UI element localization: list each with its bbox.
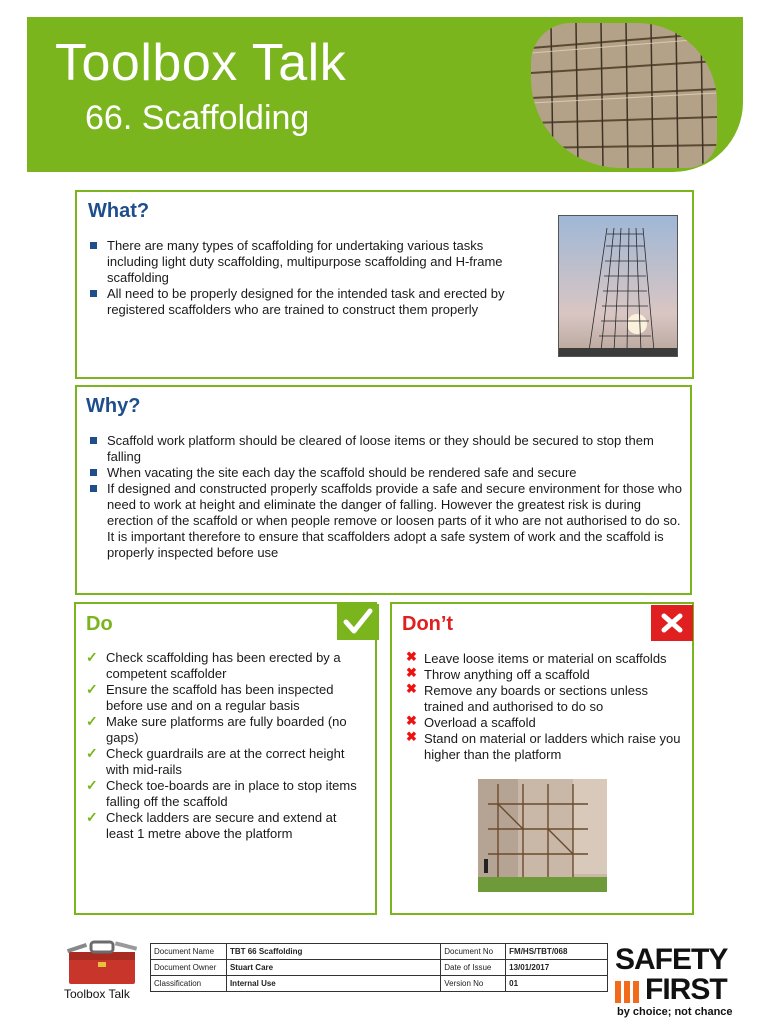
table-cell-value: Internal Use — [226, 976, 440, 992]
brand-stripes-icon — [615, 979, 643, 1003]
cross-icon: ✖ — [406, 713, 417, 728]
list-item: If designed and constructed properly scaffolds provide a safe and secure environment for those who need to work at height and eliminate the danger of falling. However the greatest risk is during erection of the scaffold or when people remove or loosen parts of it who are not authorised to do so. It is important therefore to ensure that scaffolders adopt a safe system of work and the scaffold is properly inspected before use — [87, 481, 685, 561]
list-item: ✓ Check guardrails are at the correct height with mid-rails — [86, 745, 345, 777]
brand-line-1: SAFETY — [615, 943, 728, 976]
dont-panel — [390, 602, 694, 915]
checkmark-icon: ✓ — [86, 745, 98, 761]
unsafe-scaffold-photo — [478, 779, 607, 892]
what-list — [87, 238, 537, 318]
bullet-square-icon — [90, 290, 97, 297]
bullet-square-icon — [90, 469, 97, 476]
brand-tagline: by choice; not chance — [617, 1006, 733, 1018]
table-cell-value: 13/01/2017 — [506, 960, 608, 976]
what-panel — [75, 190, 694, 379]
what-heading: What? — [88, 200, 150, 222]
cross-icon — [659, 611, 685, 635]
checkmark-icon: ✓ — [86, 777, 98, 793]
list-item: ✓ Check scaffolding has been erected by a competent scaffolder — [86, 649, 341, 681]
list-item: ✖ Throw anything off a scaffold — [406, 665, 590, 682]
list-item: ✓ Check ladders are secure and extend at least 1 metre above the platform — [86, 809, 337, 841]
brand-line-2: FIRST — [645, 973, 727, 1006]
list-item: All need to be properly designed for the intended task and erected by registered scaffolders who are trained to construct them properly — [87, 286, 537, 318]
list-item: ✓ Make sure platforms are fully boarded (no gaps) — [86, 713, 347, 745]
table-cell-label: Version No — [441, 976, 506, 992]
list-item: ✖ Overload a scaffold — [406, 713, 536, 730]
table-row — [151, 960, 608, 976]
document-info-table — [150, 943, 608, 992]
bullet-square-icon — [90, 437, 97, 444]
table-cell-value: Stuart Care — [226, 960, 440, 976]
safety-first-logo — [615, 944, 751, 1024]
checkmark-icon: ✓ — [86, 809, 98, 825]
toolbox-logo-label: Toolbox Talk — [64, 987, 130, 1001]
checkmark-icon: ✓ — [86, 649, 98, 665]
list-item: ✖ Stand on material or ladders which raise you higher than the platform — [406, 729, 681, 762]
bullet-square-icon — [90, 485, 97, 492]
cross-icon: ✖ — [406, 665, 417, 680]
toolbox-icon — [63, 938, 143, 988]
cross-icon: ✖ — [406, 649, 417, 664]
cross-icon: ✖ — [406, 681, 417, 696]
table-cell-value: 01 — [506, 976, 608, 992]
table-cell-value: FM/HS/TBT/068 — [506, 944, 608, 960]
table-cell-value: TBT 66 Scaffolding — [226, 944, 440, 960]
dont-list — [404, 651, 689, 763]
header-scaffolding-photo — [531, 23, 717, 168]
check-badge — [337, 604, 379, 640]
list-item: ✓ Check toe-boards are in place to stop items falling off the scaffold — [86, 777, 357, 809]
list-item: ✖ Remove any boards or sections unless trained and authorised to do so — [406, 681, 649, 714]
cross-icon: ✖ — [406, 729, 417, 744]
checkmark-icon: ✓ — [86, 681, 98, 697]
do-heading: Do — [86, 613, 113, 635]
why-list — [87, 433, 685, 561]
table-cell-label: Date of Issue — [441, 960, 506, 976]
cross-badge — [651, 605, 693, 641]
table-cell-label: Document Owner — [151, 960, 227, 976]
list-item: There are many types of scaffolding for undertaking various tasks including light duty scaffolding, multipurpose scaffolding and H-frame scaffolding — [87, 238, 537, 286]
table-cell-label: Classification — [151, 976, 227, 992]
list-item: When vacating the site each day the scaffold should be rendered safe and secure — [87, 465, 685, 481]
do-list — [86, 650, 366, 842]
page-subtitle: 66. Scaffolding — [85, 99, 310, 137]
header-banner — [27, 17, 743, 172]
dont-heading: Don’t — [402, 613, 454, 635]
table-row — [151, 944, 608, 960]
checkmark-icon: ✓ — [86, 713, 98, 729]
table-cell-label: Document No — [441, 944, 506, 960]
do-panel — [74, 602, 377, 915]
bullet-square-icon — [90, 242, 97, 249]
list-item: Scaffold work platform should be cleared of loose items or they should be secured to stop them falling — [87, 433, 685, 465]
why-heading: Why? — [86, 395, 141, 417]
list-item: ✖ Leave loose items or material on scaffolds — [406, 649, 667, 666]
table-cell-label: Document Name — [151, 944, 227, 960]
checkmark-icon — [343, 608, 373, 636]
page-title: Toolbox Talk — [55, 34, 347, 92]
list-item: ✓ Ensure the scaffold has been inspected before use and on a regular basis — [86, 681, 334, 713]
table-row — [151, 976, 608, 992]
scaffold-tower-photo — [558, 215, 678, 357]
why-panel — [75, 385, 692, 595]
